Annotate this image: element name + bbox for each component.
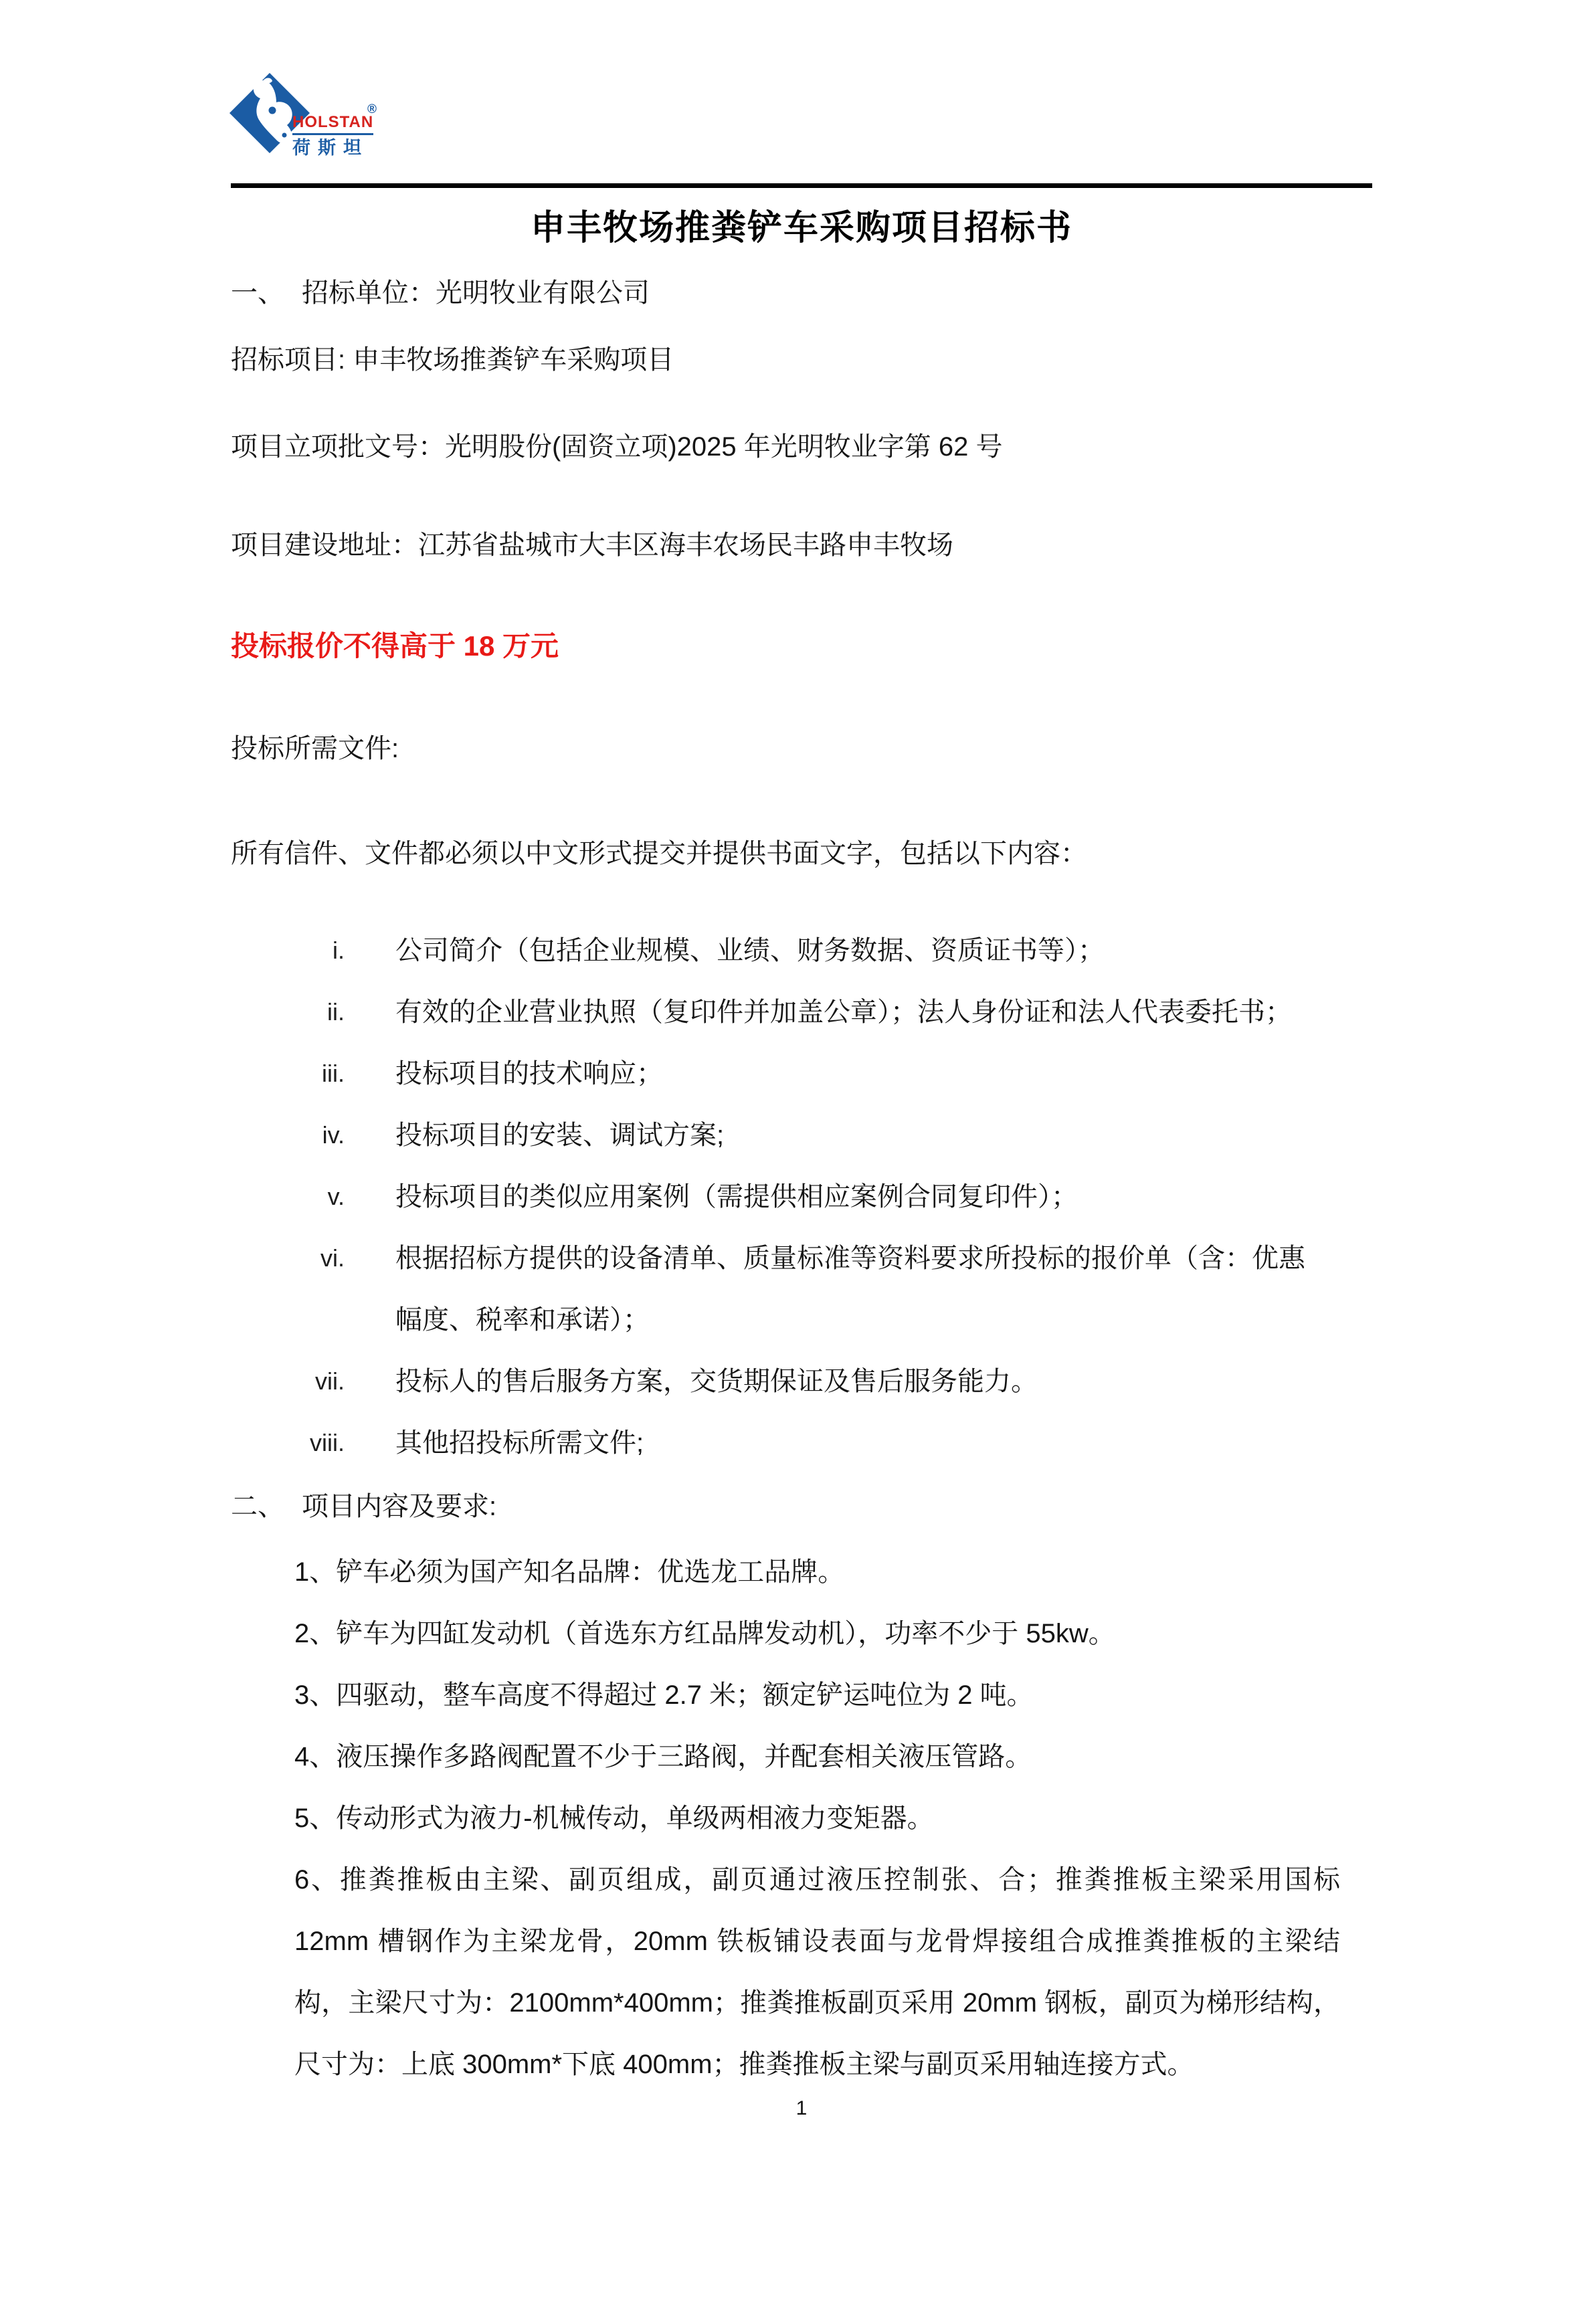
page-number: 1: [795, 2097, 808, 2119]
construction-address-line: 项目建设地址：江苏省盐城市大丰区海丰农场民丰路申丰牧场: [231, 530, 953, 560]
requirements-list: [231, 1541, 1372, 2095]
required-doc-item-4: [231, 1104, 1372, 1166]
required-doc-item-7: [231, 1351, 1372, 1412]
requirement-item-3: 3、四驱动，整车高度不得超过 2.7 米；额定铲运吨位为 2 吨。: [294, 1680, 1034, 1710]
item-text: 投标项目的技术响应；: [395, 1059, 663, 1088]
item-text: 公司简介（包括企业规模、业绩、财务数据、资质证书等）；: [395, 936, 1105, 965]
item-numeral: v.: [327, 1183, 345, 1210]
item-numeral: iv.: [322, 1121, 345, 1149]
item-text: 投标项目的安装、调试方案;: [395, 1121, 725, 1150]
item-text: 根据招标方提供的设备清单、质量标准等资料要求所投标的报价单（含：优惠幅度、税率和承诺）；: [395, 1244, 1305, 1335]
item-text: 有效的企业营业执照（复印件并加盖公章）；法人身份证和法人代表委托书；: [395, 997, 1292, 1027]
item-numeral: viii.: [310, 1429, 345, 1456]
requirement-item-6: 6、推粪推板由主梁、副页组成，副页通过液压控制张、合；推粪推板主梁采用国标 12mm 槽钢作为主梁龙骨，20mm 铁板铺设表面与龙骨焊接组合成推粪推板的主梁结构，主梁尺寸为：2100mm*400mm；推粪推板副页采用 20mm 钢板，副页为梯形结构，尺寸为：上底 300mm*下底 400mm；推粪推板主梁与副页采用轴连接方式。: [294, 1865, 1340, 2079]
required-doc-item-1: [231, 920, 1372, 981]
requirement-item-4: 4、液压操作多路阀配置不少于三路阀，并配套相关液压管路。: [294, 1742, 1032, 1771]
section-two-heading: [231, 1491, 1372, 1522]
required-doc-item-2: [231, 981, 1372, 1043]
brand-wordmark-en: HOLSTAN: [292, 113, 373, 135]
required-doc-item-5: [231, 1166, 1372, 1228]
required-doc-item-3: [231, 1043, 1372, 1104]
section-two-number: 二、: [231, 1492, 284, 1521]
section-one-label: 招标单位：光明牧业有限公司: [302, 278, 650, 308]
registered-trademark-symbol: ®: [367, 102, 377, 116]
required-docs-heading: 投标所需文件:: [231, 734, 399, 763]
header-divider: [231, 183, 1372, 188]
item-numeral: i.: [333, 937, 345, 964]
document-page: [0, 72, 1593, 2324]
item-text: 投标人的售后服务方案，交货期保证及售后服务能力。: [395, 1367, 1038, 1396]
section-one-heading: [231, 278, 1372, 308]
requirement-item-1: 1、铲车必须为国产知名品牌：优选龙工品牌。: [294, 1557, 845, 1587]
required-docs-list: [231, 920, 1372, 1474]
item-numeral: iii.: [322, 1060, 345, 1087]
brand-logo: [231, 72, 398, 158]
required-doc-item-6: [231, 1228, 1372, 1351]
item-text: 其他招投标所需文件;: [395, 1428, 644, 1458]
requirement-item-5: 5、传动形式为液力-机械传动，单级两相液力变矩器。: [294, 1804, 934, 1833]
item-numeral: vi.: [320, 1244, 345, 1272]
requirement-item-2: 2、铲车为四缸发动机（首选东方红品牌发动机），功率不少于 55kw。: [294, 1619, 1115, 1648]
price-limit-notice: 投标报价不得高于 18 万元: [231, 630, 559, 662]
section-one-number: 一、: [231, 278, 284, 308]
item-numeral: ii.: [327, 998, 345, 1026]
item-numeral: vii.: [315, 1367, 345, 1395]
required-doc-item-8: [231, 1412, 1372, 1474]
document-title: 申丰牧场推粪铲车采购项目招标书: [530, 209, 1072, 248]
required-docs-intro: 所有信件、文件都必须以中文形式提交并提供书面文字，包括以下内容：: [231, 839, 1087, 868]
approval-number-line: 项目立项批文号：光明股份(固资立项)2025 年光明牧业字第 62 号: [231, 432, 1003, 462]
tender-project-line: 招标项目: 申丰牧场推粪铲车采购项目: [231, 345, 674, 375]
item-text: 投标项目的类似应用案例（需提供相应案例合同复印件）；: [395, 1182, 1078, 1212]
brand-wordmark-cn: 荷斯坦: [292, 138, 369, 158]
section-two-label: 项目内容及要求:: [302, 1492, 497, 1521]
